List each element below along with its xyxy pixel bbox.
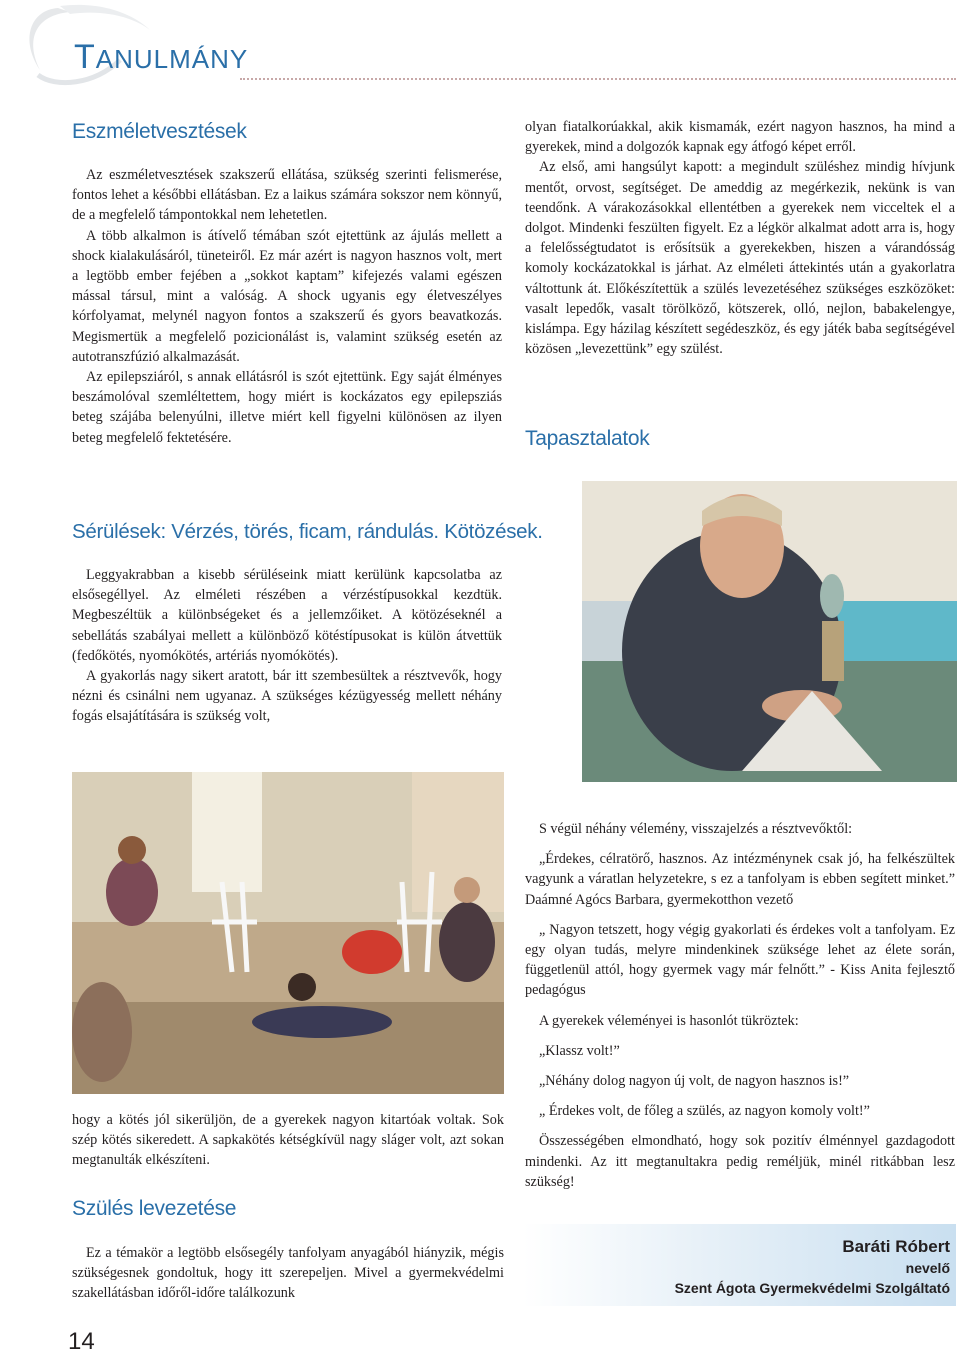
right-text-block-2 — [525, 819, 955, 1192]
author-role: nevelő — [905, 1260, 950, 1276]
photo-bandaging-image — [72, 772, 504, 1094]
paragraph: „ Nagyon tetszett, hogy végig gyakorlati és érdekes volt a tanfolyam. Ez egy olyan tudás, melyre mindenkinek szüksége lehet az élete során, függetlenül attól, hogy gyermek vagy már felnőtt.” - Kiss Anita fejlesztő pedagógus — [525, 921, 955, 999]
photo-presenter — [582, 481, 957, 782]
signature-box — [523, 1224, 956, 1306]
right-text-block-1 — [525, 117, 955, 359]
heading-szules-levezetese: Szülés levezetése — [72, 1197, 237, 1220]
page-number: 14 — [68, 1328, 95, 1355]
header-divider — [240, 78, 956, 80]
heading-serulesek: Sérülések: Vérzés, törés, ficam, rándulás. Kötözések. — [72, 520, 543, 543]
paragraph: olyan fiatalkorúakkal, akik kismamák, ezért nagyon hasznos, ha mind a gyerekek, mind a dolgozók kapnak egy átfogó képet erről. — [525, 119, 955, 156]
heading-eszmeletvesztesek: Eszméletvesztések — [72, 120, 247, 143]
paragraph: hogy a kötés jól sikerüljön, de a gyerekek nagyon kitartóak voltak. Sok szép kötés sikeredett. A sapkakötés kétségkívül nagy sláger volt, azt sokan megtanulták elkészíteni. — [72, 1112, 504, 1169]
photo-bandaging-practice — [72, 772, 504, 1094]
left-text-block-4 — [72, 1243, 504, 1304]
paragraph: „Érdekes, célratörő, hasznos. Az intézménynek csak jó, ha felkészültek vagyunk a váratlan helyzetekre, s ez a tanfolyam is ebben segített minket.” Daámné Agócs Barbara, gyermekotthon vezető — [525, 851, 955, 908]
author-name: Baráti Róbert — [842, 1237, 950, 1256]
photo-presenter-image — [582, 481, 957, 782]
paragraph: Az eszméletvesztések szakszerű ellátása, szükség szerinti felismerése, fontos lehet a későbbi ellátásban. Ez a laikus számára sokszor nem könnyű, de a megfelelő támpontokkal nem lehetetlen. — [72, 167, 502, 224]
paragraph: „ Érdekes volt, de főleg a szülés, az nagyon komoly volt!” — [539, 1103, 870, 1120]
paragraph: „Klassz volt!” — [539, 1042, 620, 1059]
paragraph: A több alkalmon is átívelő témában szót ejtettünk az ájulás mellett a shock kialakulásáról, tüneteiről. Ez már azért is nagyon hasznos volt, mert a legtöbb ember fejében a „sokkot kaptam” kifejezés valami egészen mással társul, mint a valóság. A shock ugyanis egy életveszélyes kórfolyamat, melynél nagyon fontos a szakszerű és gyors beavatkozás. Megismertük a megfelelő pozicionálást is, valamint szükség esetén az autotranszfúzió alkalmazását. — [72, 227, 502, 365]
heading-tapasztalatok: Tapasztalatok — [525, 427, 650, 450]
author-organization: Szent Ágota Gyermekvédelmi Szolgáltató — [674, 1280, 950, 1296]
paragraph: S végül néhány vélemény, visszajelzés a résztvevőktől: — [539, 821, 853, 837]
paragraph: „Néhány dolog nagyon új volt, de nagyon hasznos is!” — [539, 1073, 850, 1090]
left-text-block-1 — [72, 165, 502, 448]
paragraph: Ez a témakör a legtöbb elsősegély tanfolyam anyagából hiányzik, mégis szükségesnek gondoltuk, hogy itt szerepeljen. Mivel a gyermekvédelmi szakellátásban időről-időre találkozunk — [72, 1245, 504, 1302]
paragraph: Az első, ami hangsúlyt kapott: a megindult szüléshez mindig hívjunk mentőt, orvost, segítséget. De ameddig az megérkezik, nekünk is van teendőnk. A várakozásokkal ellentétben a gyerekek nem vicceltek el a dolgot. Mindenki feszülten figyelt. Ez a légkör alkalmat adott arra is, hogy a felelősségtudatot is erősítsük a gyerekekben, hiszen a várandósság komoly kockázatokkal is járhat. Az elméleti áttekintés után a gyakorlatra váltottunk át. Előkészítettük a szülés levezetéséhez szükséges eszközöket: vasalt lepedők, vasalt törölköző, kötszerek, olló, nejlon, babakelengye, kislámpa. Egy házilag készített segédeszköz, és egy játék baba segítségével közösen „levezettünk” egy szülést. — [525, 159, 955, 358]
paragraph: A gyakorlás nagy sikert aratott, bár itt szembesültek a résztvevők, hogy nézni és csinálni nem ugyanaz. A szükséges kézügyesség mellett néhány fogás elsajátítására is szükség volt, — [72, 668, 502, 725]
paragraph: Leggyakrabban a kisebb sérüléseink miatt kerülünk kapcsolatba az elsősegéllyel. Az elméleti részében a vérzéstípusokkal kezdtük. Megbeszéltük a különbségeket és a jellemzőiket. A kötözéseknél a sebellátás szabályai mellett a különböző kötéstípusokat is külön átvettük (fedőkötés, nyomókötés, artériás nyomókötés). — [72, 567, 502, 664]
section-title: TANULMÁNY — [74, 38, 249, 76]
paragraph: A gyerekek véleményei is hasonlót tükröztek: — [539, 1012, 799, 1029]
left-text-block-2 — [72, 565, 502, 727]
paragraph: Összességében elmondható, hogy sok pozitív élménnyel gazdagodott mindenki. Az itt megtanultakra pedig reméljük, minél ritkábban lesz szükség! — [525, 1133, 955, 1190]
paragraph: Az epilepsziáról, s annak ellátásról is szót ejtettünk. Egy saját élményes beszámolóval szemléltettem, hogy miért is kockázatos egy epilepsziás beteg szájába belenyúlni, illetve miért kell figyelni különösen az ilyen beteg megfelelő fektetésére. — [72, 369, 502, 446]
left-text-block-3 — [72, 1110, 504, 1171]
